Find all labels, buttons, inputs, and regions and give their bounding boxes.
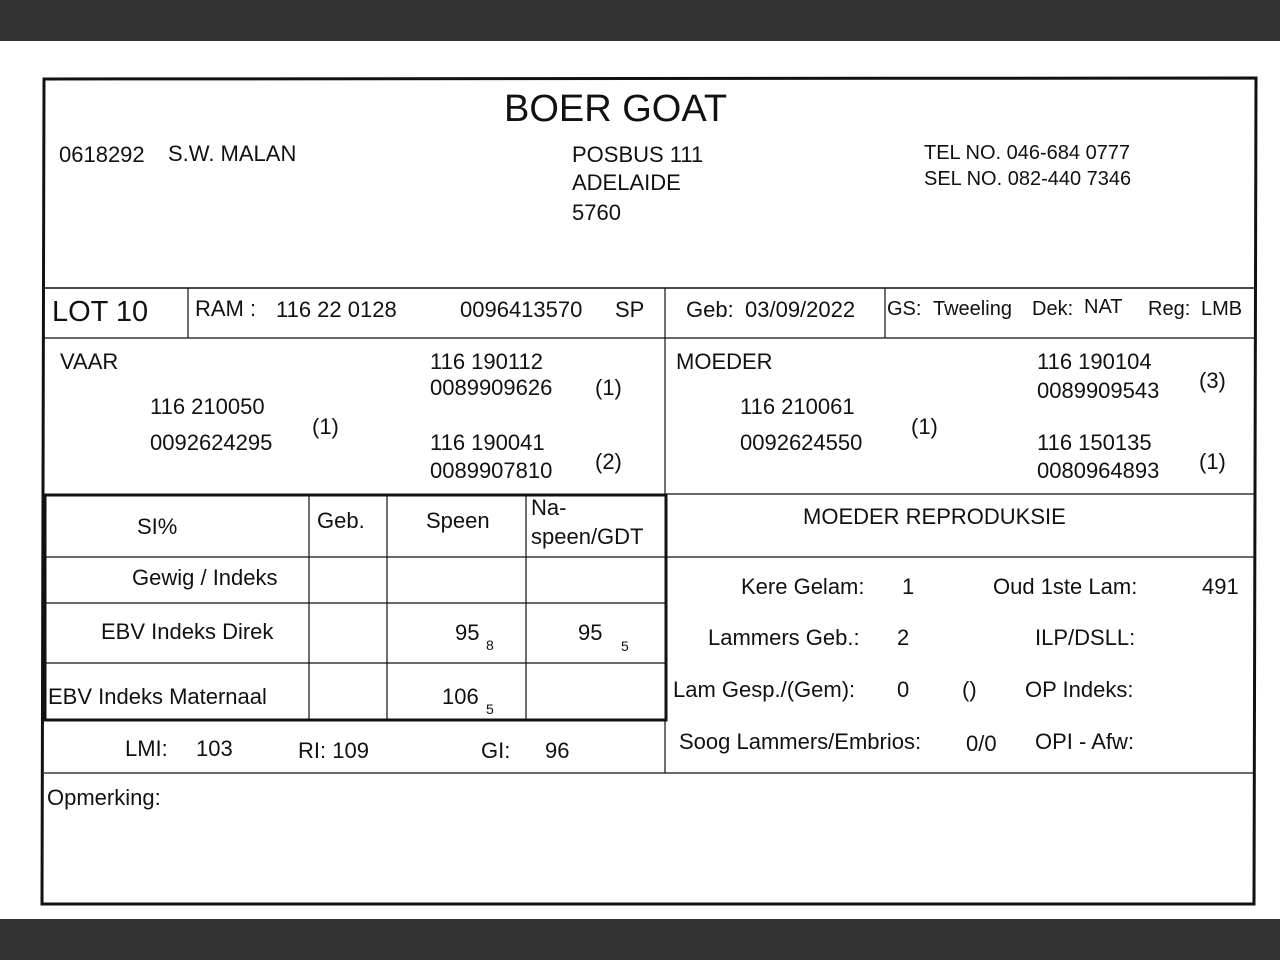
row-ebv-maternaal: EBV Indeks Maternaal [48,684,267,709]
lmi-value: 103 [196,736,233,761]
kere-gelam-label: Kere Gelam: [741,574,865,599]
ram-label: RAM : [195,296,257,321]
dam-id: 116 210061 [740,394,855,419]
dam-sire-id: 116 190104 [1037,349,1152,374]
lmi-label: LMI: [125,736,168,761]
sire-label: VAAR [60,349,119,374]
ram-id: 116 22 0128 [276,297,397,322]
breeder-name: S.W. MALAN [168,141,297,166]
dam-dam-reg: 0080964893 [1037,458,1160,483]
gs-value: Tweeling [933,298,1012,320]
reg-value: LMB [1201,298,1243,320]
sire-sire-reg: 0089909626 [430,375,553,400]
column-naspeen-line1: Na- [531,495,567,520]
soog-lammers-label: Soog Lammers/Embrios: [679,729,922,754]
column-speen: Speen [426,508,490,533]
dam-dam-count: (1) [1199,449,1226,474]
direk-speen-subscript: 8 [486,637,494,653]
birth-date: 03/09/2022 [745,297,856,322]
lam-gesp-value: 0 [897,677,910,702]
column-naspeen-line2: speen/GDT [531,524,644,549]
lam-gesp-label: Lam Gesp./(Gem): [673,677,856,702]
dam-sire-count: (3) [1199,368,1226,393]
sire-count: (1) [312,414,339,439]
column-geb: Geb. [317,508,365,533]
sire-dam-id: 116 190041 [430,430,545,455]
gi-label: GI: [481,738,511,763]
kere-gelam-value: 1 [902,574,915,599]
lot-number: LOT 10 [52,296,149,328]
card-title: BOER GOAT [504,88,728,130]
remarks-label: Opmerking: [47,785,161,810]
address-line3: 5760 [572,200,621,225]
dam-label: MOEDER [676,349,773,374]
telephone: TEL NO. 046-684 0777 [924,142,1131,164]
sire-id: 116 210050 [150,394,265,419]
lammers-geb-value: 2 [897,625,910,650]
direk-speen-value: 95 [455,620,480,645]
ri-index: RI: 109 [298,738,369,763]
sire-sire-count: (1) [595,375,622,400]
dek-value: NAT [1084,296,1123,318]
dek-label: Dek: [1032,298,1074,320]
address-line2: ADELAIDE [572,170,681,195]
birth-date-label: Geb: [686,297,734,322]
ram-registration: 0096413570 [460,297,583,322]
direk-naspeen-subscript: 5 [621,638,629,654]
row-ebv-direk: EBV Indeks Direk [101,619,274,644]
ram-class: SP [615,297,645,322]
gi-value: 96 [545,738,570,763]
maternaal-speen-subscript: 5 [486,701,494,717]
sire-reg: 0092624295 [150,430,273,455]
oud-1ste-lam-label: Oud 1ste Lam: [993,574,1138,599]
dam-reg: 0092624550 [740,430,863,455]
si-percent-label: SI% [137,514,178,539]
dam-sire-reg: 0089909543 [1037,378,1160,403]
dam-count: (1) [911,414,938,439]
address-line1: POSBUS 111 [572,142,704,167]
ilp-dsll-label: ILP/DSLL: [1035,625,1136,650]
op-indeks-label: OP Indeks: [1025,677,1134,702]
breeder-number: 0618292 [59,142,145,167]
sire-sire-id: 116 190112 [430,349,543,374]
lam-gesp-parentheses: () [962,677,977,702]
row-gewig-indeks: Gewig / Indeks [132,565,278,590]
oud-1ste-lam-value: 491 [1202,574,1239,599]
gs-label: GS: [887,298,922,320]
direk-naspeen-value: 95 [578,620,603,645]
cellphone: SEL NO. 082-440 7346 [924,168,1132,190]
opi-afw-label: OPI - Afw: [1035,729,1135,754]
maternaal-speen-value: 106 [442,684,479,709]
reg-label: Reg: [1148,298,1191,320]
soog-lammers-value: 0/0 [966,731,997,756]
sire-dam-reg: 0089907810 [430,458,553,483]
dam-dam-id: 116 150135 [1037,430,1152,455]
sire-dam-count: (2) [595,449,622,474]
reproduction-heading: MOEDER REPRODUKSIE [803,504,1066,529]
lammers-geb-label: Lammers Geb.: [708,625,860,650]
